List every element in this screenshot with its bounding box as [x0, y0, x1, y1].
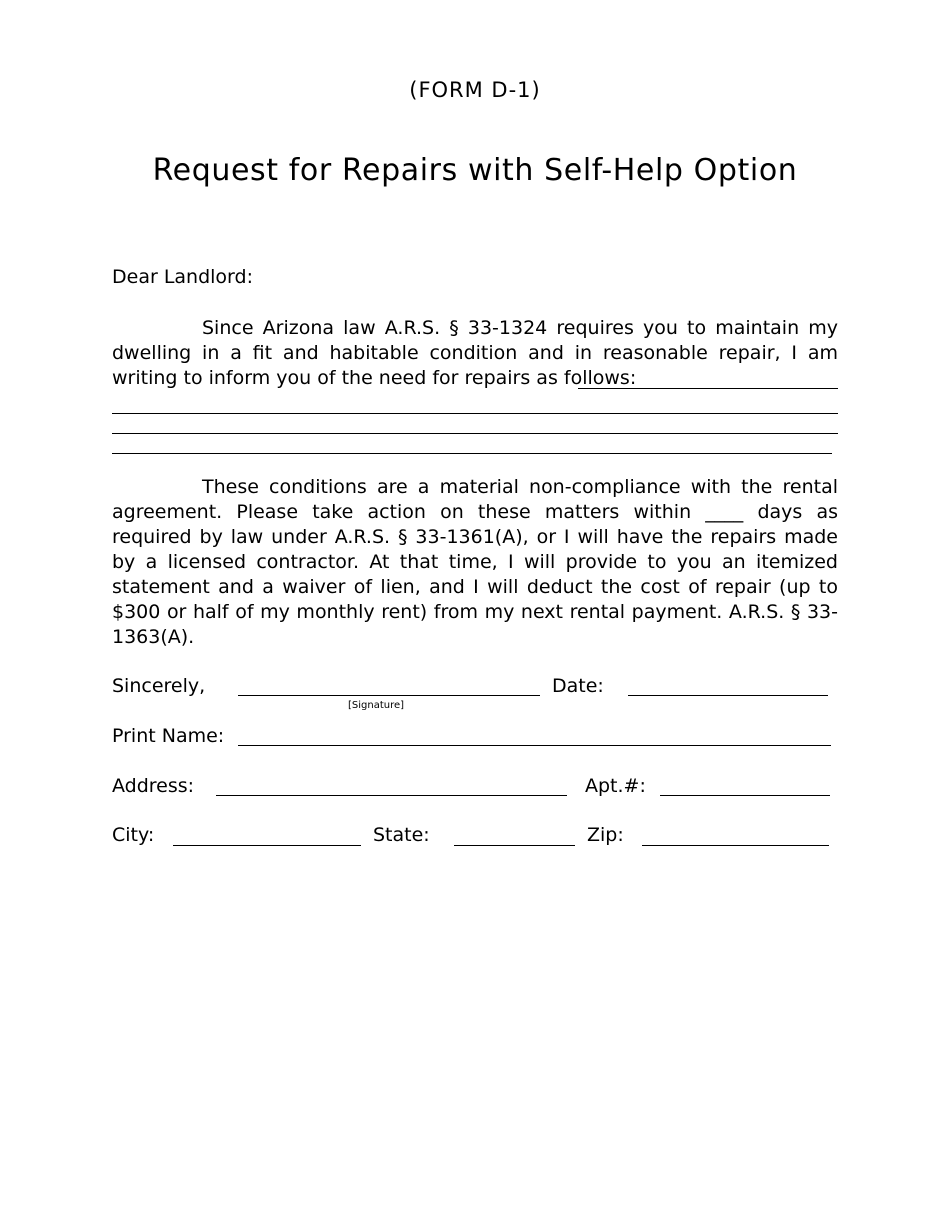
print-name-label: Print Name:: [112, 725, 225, 747]
date-field[interactable]: [628, 695, 828, 696]
city-label: City:: [112, 824, 155, 846]
apt-label: Apt.#:: [585, 775, 646, 797]
form-code: (FORM D-1): [409, 78, 541, 102]
page-title: Request for Repairs with Self-Help Option: [152, 153, 798, 188]
address-field[interactable]: [216, 795, 567, 796]
paragraph-noncompliance-text: These conditions are a material non-compliance with the rental agreement. Please take action on these matters within ____ days as required by law under A.R.S. § 33-1361(A), or I will have the repairs made by a licensed contractor. At that time, I will provide to you an itemized statement and a waiver of lien, and I will deduct the cost of repair (up to $300 or half of my monthly rent) from my next rental payment. A.R.S. § 33-1363(A).: [112, 476, 838, 648]
address-label: Address:: [112, 775, 195, 797]
sincerely-label: Sincerely,: [112, 675, 206, 697]
print-name-field[interactable]: [238, 745, 831, 746]
zip-field[interactable]: [642, 845, 829, 846]
paragraph-repairs-text: Since Arizona law A.R.S. § 33-1324 requires you to maintain my dwelling in a fit and habitable condition and in reasonable repair, I am writing to inform you of the need for repairs as follows:: [112, 317, 838, 389]
state-label: State:: [373, 824, 430, 846]
signature-caption: [Signature]: [348, 700, 405, 711]
repairs-line-1[interactable]: [578, 388, 838, 389]
salutation: Dear Landlord:: [112, 266, 253, 288]
state-field[interactable]: [454, 845, 575, 846]
zip-label: Zip:: [587, 824, 624, 846]
apt-field[interactable]: [660, 795, 830, 796]
repairs-line-3[interactable]: [112, 433, 838, 434]
repairs-line-2[interactable]: [112, 413, 838, 414]
paragraph-repairs-notice: [112, 316, 838, 391]
repairs-line-4[interactable]: [112, 453, 832, 454]
date-label: Date:: [552, 675, 604, 697]
signature-field[interactable]: [238, 695, 540, 696]
paragraph-noncompliance: [112, 475, 838, 650]
city-field[interactable]: [173, 845, 361, 846]
